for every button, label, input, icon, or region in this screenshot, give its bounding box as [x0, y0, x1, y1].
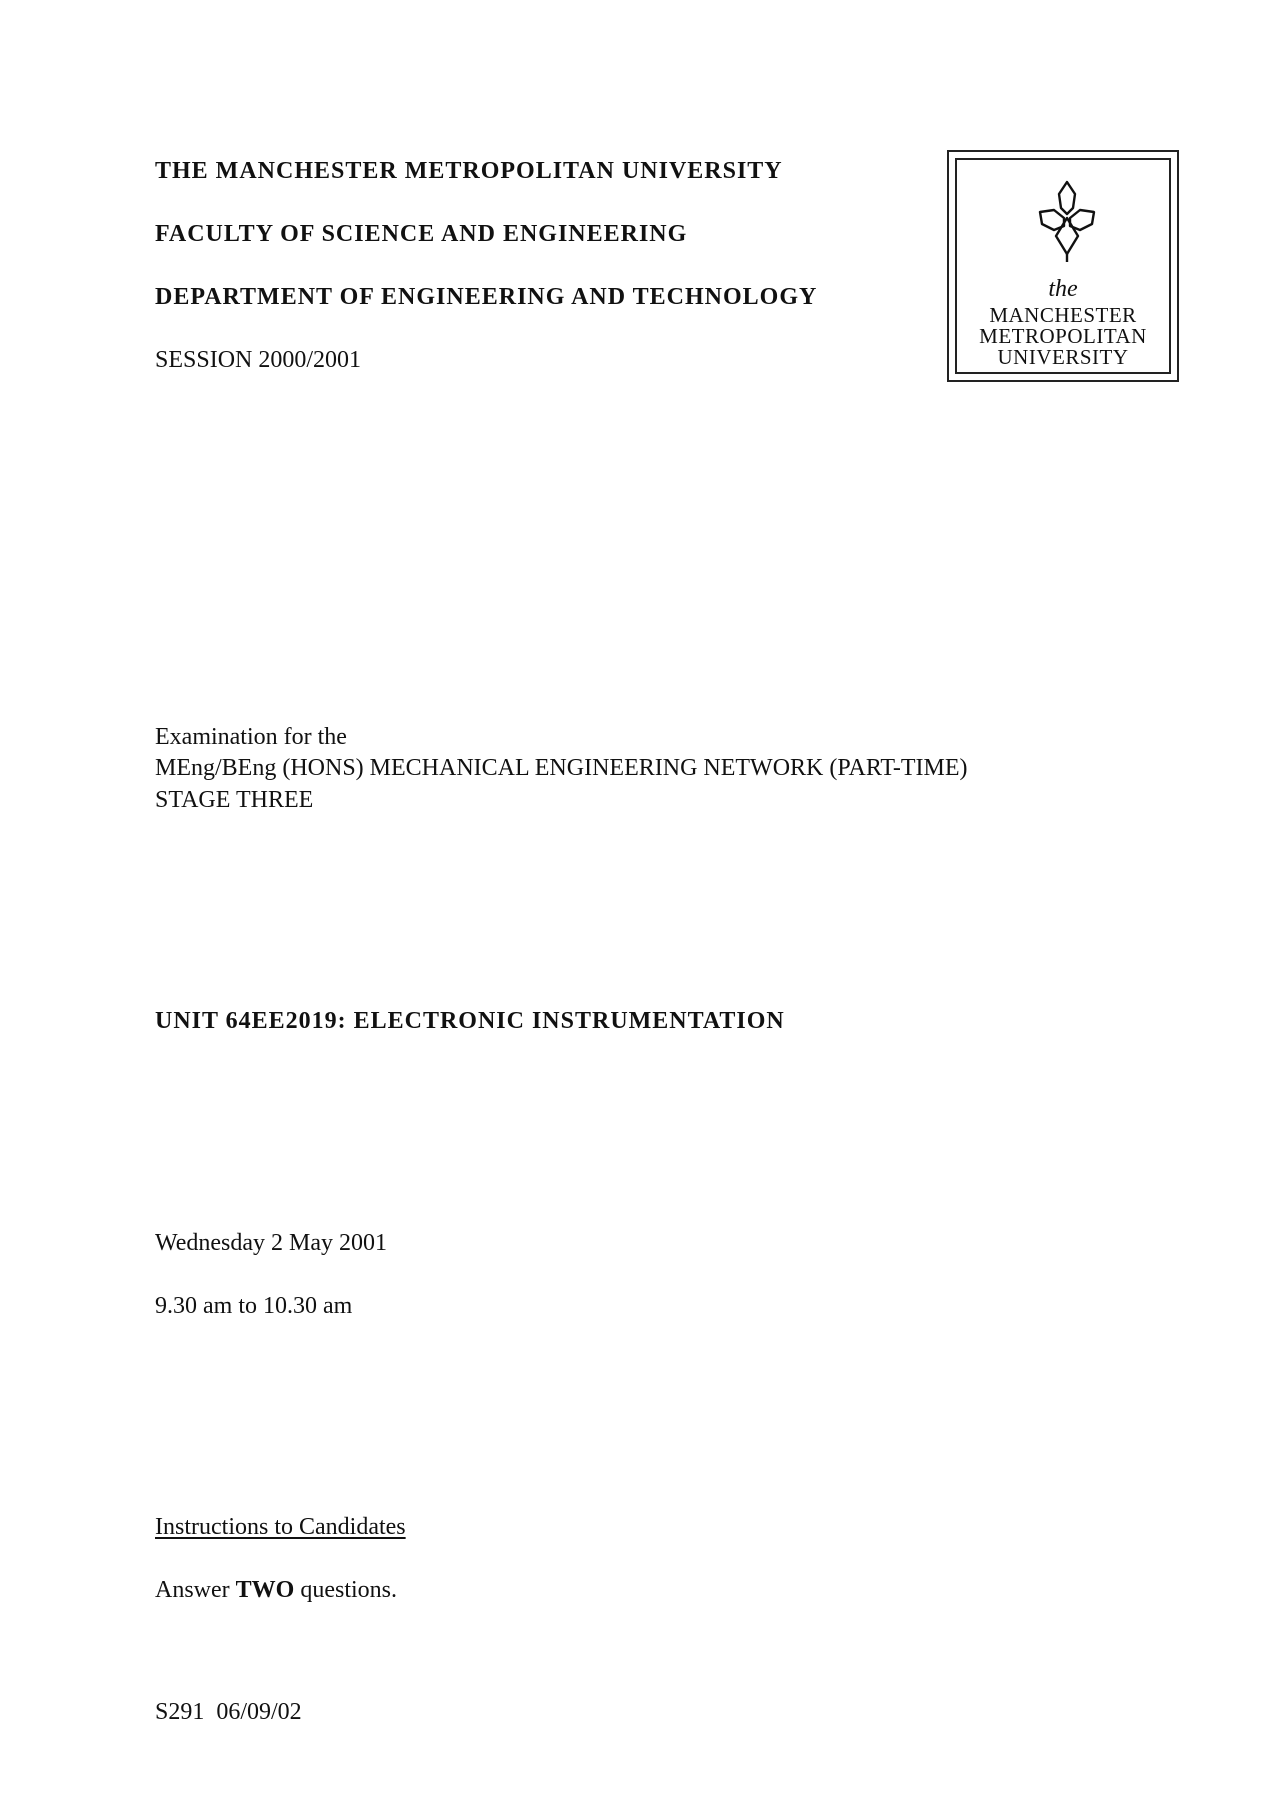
- logo-line-metropolitan: METROPOLITAN: [979, 324, 1147, 348]
- trefoil-leaf-icon: [1030, 178, 1104, 264]
- logo-the: the: [1048, 276, 1078, 302]
- logo-line-university: UNIVERSITY: [997, 345, 1129, 369]
- exam-intro: Examination for the: [155, 724, 347, 750]
- university-name: THE MANCHESTER METROPOLITAN UNIVERSITY: [155, 158, 783, 184]
- exam-stage: STAGE THREE: [155, 787, 314, 813]
- unit-title: UNIT 64EE2019: ELECTRONIC INSTRUMENTATION: [155, 1008, 785, 1034]
- university-logo: [947, 150, 1179, 382]
- logo-line-manchester: MANCHESTER: [989, 303, 1137, 327]
- answer-prefix: Answer: [155, 1577, 230, 1603]
- exam-date: Wednesday 2 May 2001: [155, 1230, 388, 1256]
- exam-programme: MEng/BEng (HONS) MECHANICAL ENGINEERING NETWORK (PART-TIME): [155, 755, 968, 781]
- faculty-name: FACULTY OF SCIENCE AND ENGINEERING: [155, 221, 688, 247]
- department-name: DEPARTMENT OF ENGINEERING AND TECHNOLOGY: [155, 284, 818, 310]
- instructions-heading: Instructions to Candidates: [155, 1514, 406, 1540]
- session-label: SESSION 2000/2001: [155, 347, 362, 373]
- answer-instruction: [155, 1575, 397, 1605]
- footer-code: S291 06/09/02: [155, 1699, 302, 1725]
- answer-suffix: questions.: [300, 1577, 398, 1603]
- exam-time: 9.30 am to 10.30 am: [155, 1293, 353, 1319]
- answer-count: TWO: [235, 1577, 295, 1603]
